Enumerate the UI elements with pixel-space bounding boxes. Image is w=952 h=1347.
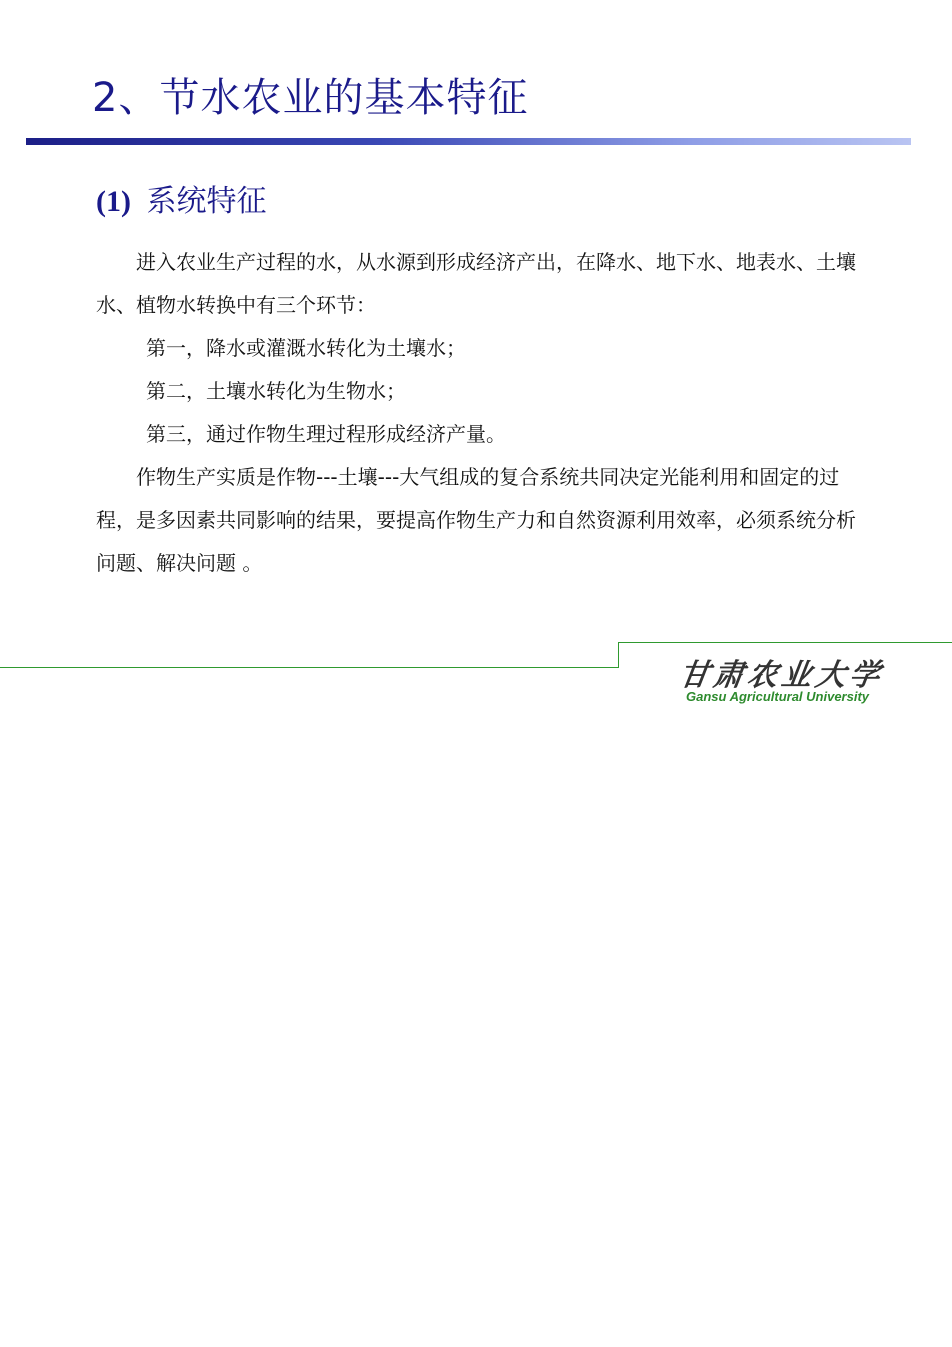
section-heading-text: 系统特征: [146, 184, 267, 219]
conclusion-paragraph: 作物生产实质是作物---土壤---大气组成的复合系统共同决定光能利用和固定的过程，是多因素共同影响的结果，要提高作物生产力和自然资源利用效率，必须系统分析问题、解决问题 。: [96, 465, 856, 575]
university-logo-calligraphy: 甘肃农业大学: [677, 658, 886, 693]
slide-title: 2、节水农业的基本特征: [92, 75, 529, 121]
section-number: (1): [96, 185, 131, 218]
step-item-2: 第二，土壤水转化为生物水；: [146, 379, 406, 403]
footer-line-step: [618, 642, 619, 668]
body-text: [96, 241, 866, 585]
university-logo-english: Gansu Agricultural University: [686, 689, 870, 704]
step-item-3: 第三，通过作物生理过程形成经济产量。: [146, 422, 506, 446]
footer-line-right: [618, 642, 952, 643]
step-item-1: 第一，降水或灌溉水转化为土壤水；: [146, 336, 466, 360]
footer-line-left: [0, 667, 619, 668]
intro-paragraph: 进入农业生产过程的水，从水源到形成经济产出，在降水、地下水、地表水、土壤水、植物水转换中有三个环节：: [96, 250, 856, 317]
title-divider: [26, 138, 911, 145]
section-heading: [96, 176, 267, 220]
